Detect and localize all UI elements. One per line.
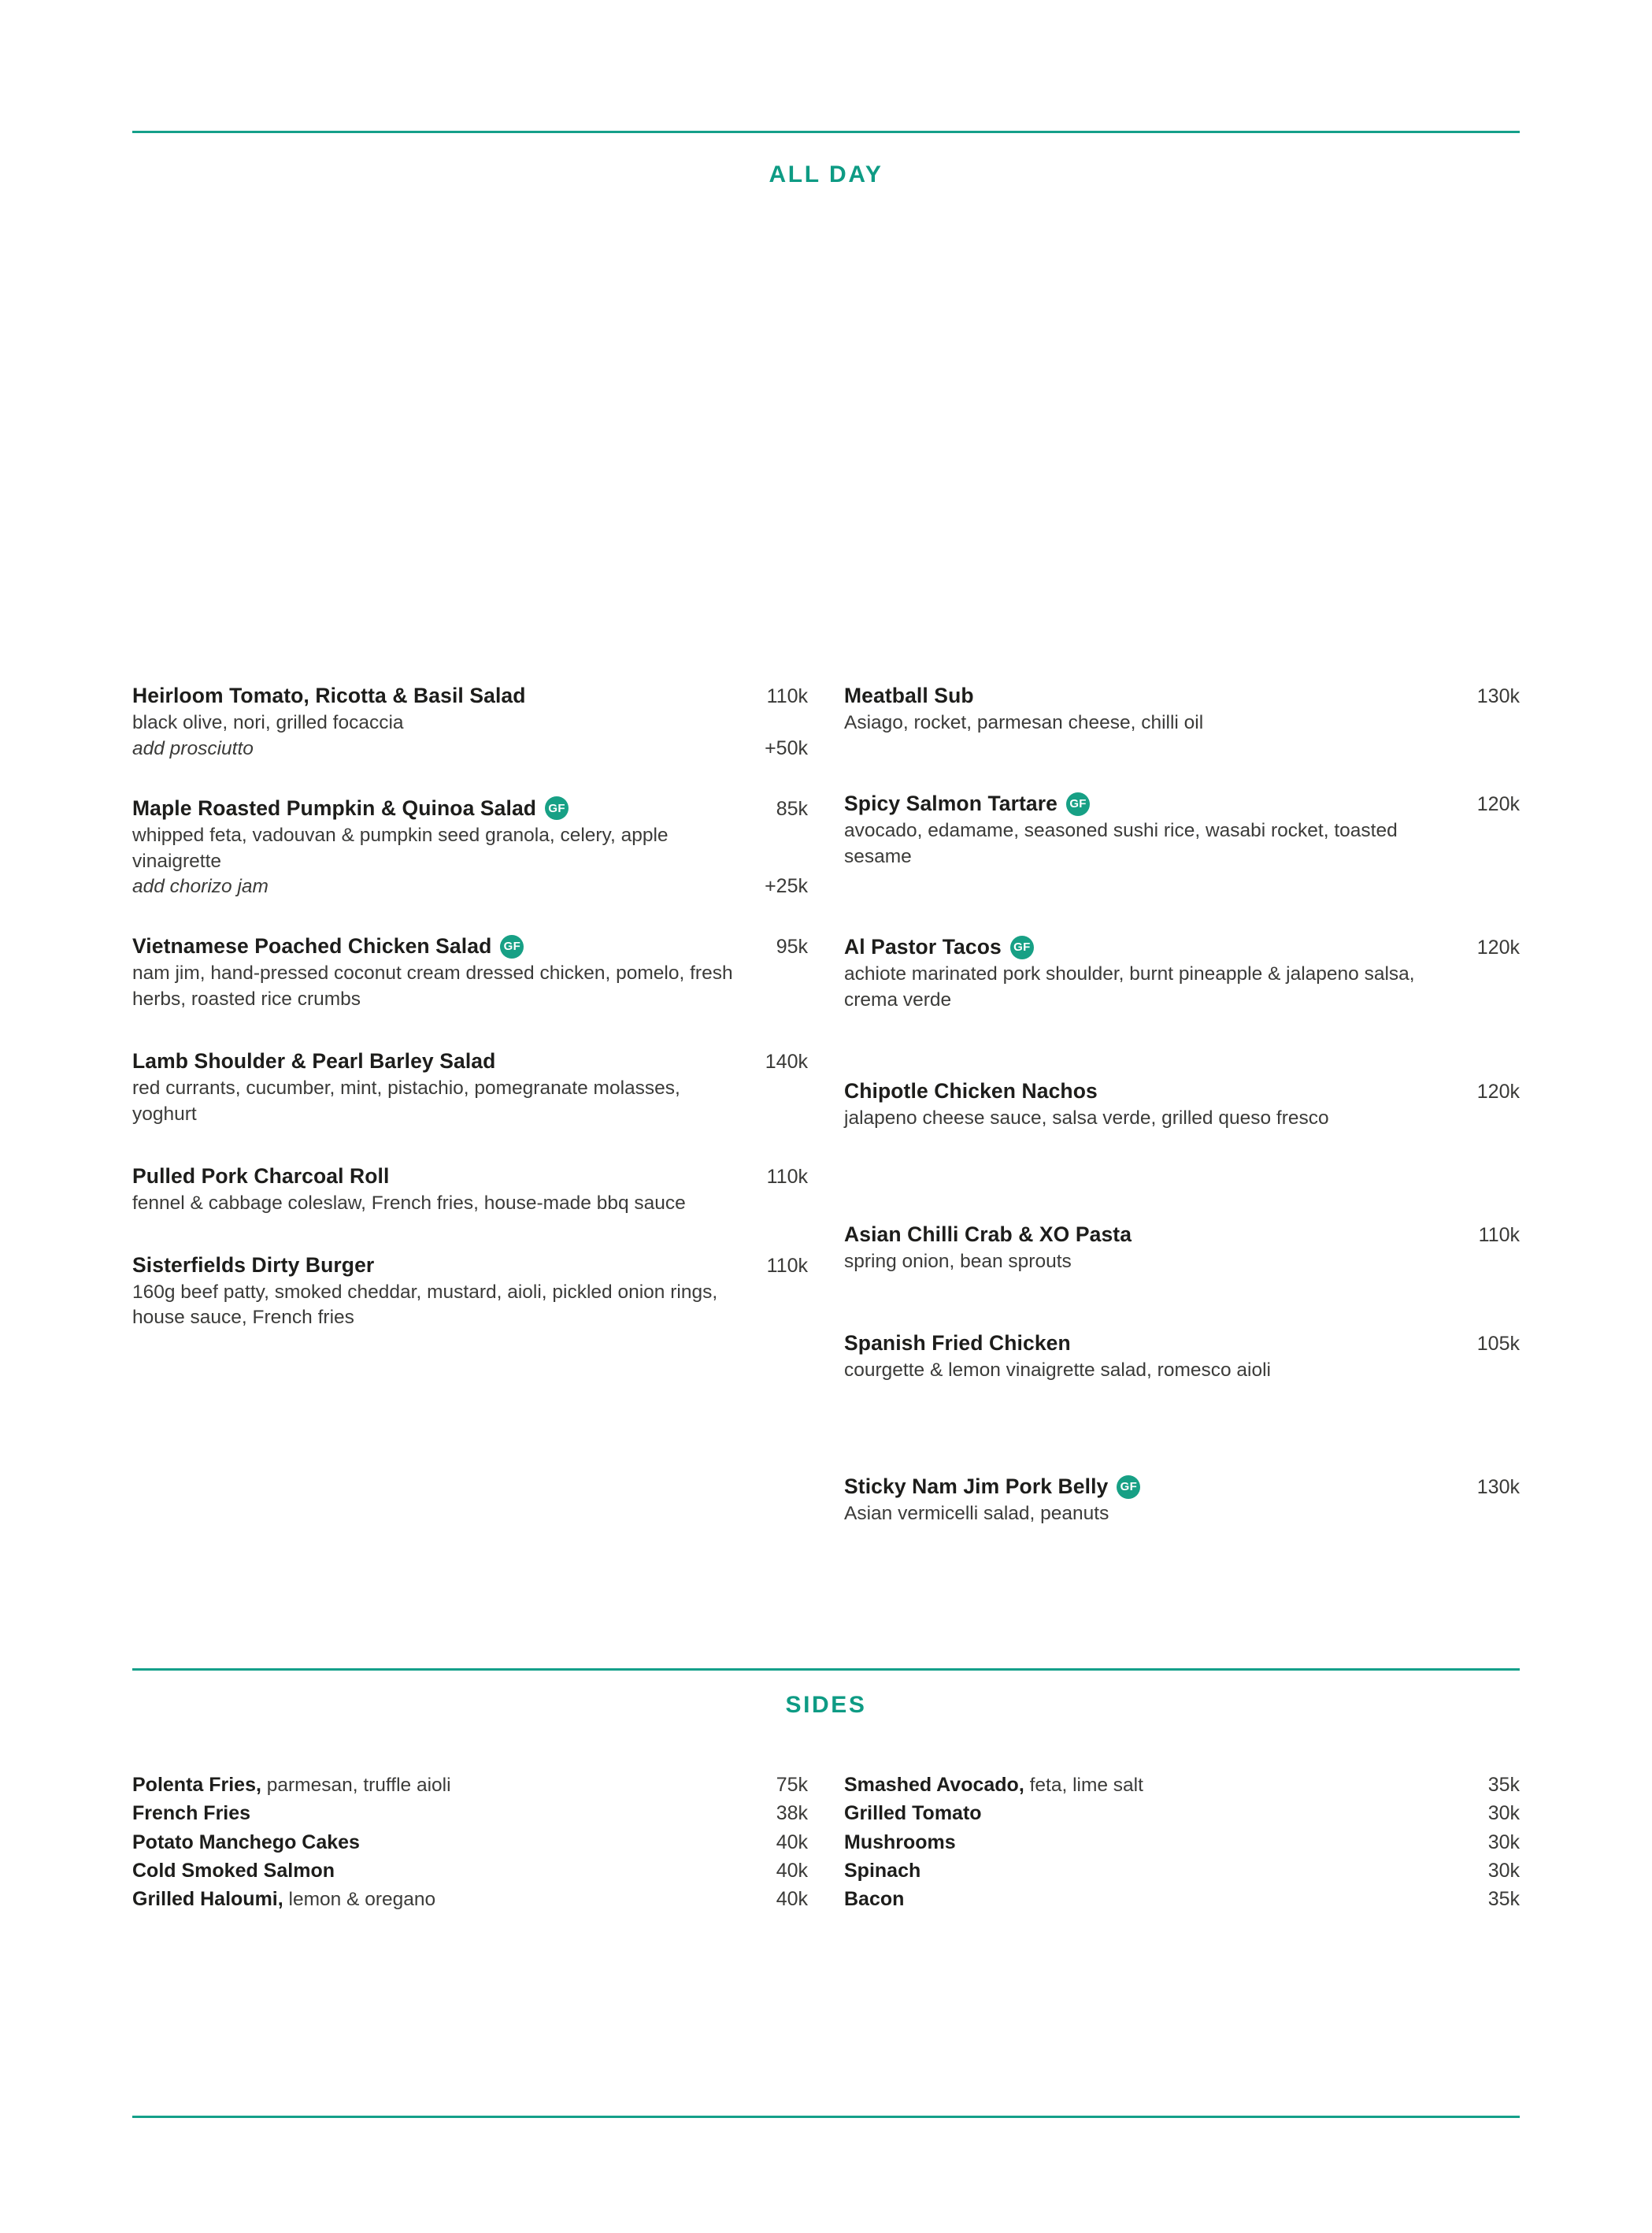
side-item-row <box>844 1828 1520 1857</box>
menu-item-header <box>132 684 808 708</box>
menu-item-price: 105k <box>1476 1333 1520 1355</box>
gluten-free-badge-icon: GF <box>545 796 569 820</box>
menu-item-price: 140k <box>765 1051 808 1074</box>
menu-item <box>132 934 808 1013</box>
all-day-right-column <box>844 684 1520 1524</box>
menu-item-addon-price: +25k <box>765 875 808 898</box>
side-item-name: Potato Manchego Cakes <box>132 1831 360 1853</box>
menu-item-title: Asian Chilli Crab & XO Pasta <box>844 1222 1132 1246</box>
menu-item-title: Heirloom Tomato, Ricotta & Basil Salad <box>132 684 526 707</box>
menu-item <box>844 1331 1520 1384</box>
menu-item-header <box>132 1164 808 1189</box>
menu-item-description: Asiago, rocket, parmesan cheese, chilli oil <box>844 712 1204 733</box>
menu-item <box>132 1049 808 1128</box>
menu-item <box>844 1079 1520 1132</box>
menu-item-description: whipped feta, vadouvan & pumpkin seed granola, celery, apple vinaigrette <box>132 824 669 872</box>
menu-item-description: achiote marinated pork shoulder, burnt pineapple & jalapeno salsa, crema verde <box>844 963 1415 1011</box>
side-item-name: Grilled Haloumi, <box>132 1888 283 1911</box>
bottom-divider-rule <box>132 2116 1520 2118</box>
menu-item-title-group <box>844 1222 1146 1247</box>
side-item-name: Grilled Tomato <box>844 1802 982 1825</box>
side-item-name: Mushrooms <box>844 1831 956 1853</box>
gluten-free-badge-icon: GF <box>500 935 524 959</box>
side-item-row <box>844 1857 1520 1885</box>
side-item-name: Cold Smoked Salmon <box>132 1859 335 1882</box>
side-item-price: 30k <box>1487 1802 1520 1825</box>
section-heading-all-day: ALL DAY <box>769 161 883 187</box>
side-item-name-group <box>132 1799 250 1827</box>
menu-item-header <box>132 934 808 959</box>
menu-item-title: Sisterfields Dirty Burger <box>132 1252 375 1277</box>
menu-item-description: Asian vermicelli salad, peanuts <box>844 1503 1109 1524</box>
menu-item <box>844 684 1520 736</box>
menu-item-description: black olive, nori, grilled focaccia <box>132 712 404 733</box>
side-item-price: 30k <box>1487 1831 1520 1853</box>
side-item-price: 38k <box>776 1802 808 1825</box>
side-item-price: 35k <box>1487 1774 1520 1796</box>
menu-item-title: Vietnamese Poached Chicken Salad <box>132 934 492 959</box>
menu-item-title-group <box>844 684 988 708</box>
menu-item-title: Spicy Salmon Tartare <box>844 792 1058 815</box>
side-item-name: Spinach <box>844 1859 921 1882</box>
menu-item-description: 160g beef patty, smoked cheddar, mustard, aioli, pickled onion rings, house sauce, French fries <box>132 1281 718 1329</box>
menu-item-addon-row <box>132 875 808 898</box>
gluten-free-badge-icon: GF <box>1066 792 1090 816</box>
menu-page <box>132 0 1520 2233</box>
menu-item-header <box>844 935 1520 959</box>
side-item-row <box>844 1771 1520 1799</box>
menu-item-description: red currants, cucumber, mint, pistachio, pomegranate molasses, yoghurt <box>132 1078 680 1125</box>
side-item-detail: parmesan, truffle aioli <box>261 1775 451 1796</box>
menu-item <box>844 1222 1520 1275</box>
all-day-menu-columns <box>132 684 1520 1524</box>
side-item-name: Bacon <box>844 1888 905 1911</box>
menu-item-title: Al Pastor Tacos <box>844 935 1002 959</box>
menu-item-price: 110k <box>766 685 808 707</box>
menu-item-price: 120k <box>1476 1081 1520 1103</box>
menu-item-header <box>132 1253 808 1278</box>
menu-item-title-group <box>844 792 1104 816</box>
menu-item-title: Pulled Pork Charcoal Roll <box>132 1163 390 1188</box>
menu-item-title: Chipotle Chicken Nachos <box>844 1079 1098 1103</box>
menu-item-description: fennel & cabbage coleslaw, French fries, house-made bbq sauce <box>132 1192 686 1214</box>
menu-item-title-group <box>132 1164 403 1189</box>
side-item-detail: feta, lime salt <box>1024 1775 1143 1796</box>
menu-item <box>844 1474 1520 1527</box>
menu-item-title-group <box>132 1253 388 1278</box>
side-item-name-group <box>132 1885 435 1913</box>
sides-right-column <box>844 1771 1520 1913</box>
menu-item-title: Lamb Shoulder & Pearl Barley Salad <box>132 1049 496 1074</box>
menu-item-title-group <box>132 934 538 959</box>
menu-item-title-group <box>132 1049 509 1074</box>
side-item-name-group <box>844 1828 956 1857</box>
menu-item-description: spring onion, bean sprouts <box>844 1251 1072 1272</box>
menu-item-description: avocado, edamame, seasoned sushi rice, wasabi rocket, toasted sesame <box>844 820 1398 867</box>
menu-item-description: courgette & lemon vinaigrette salad, romesco aioli <box>844 1359 1272 1381</box>
menu-item-addon-label: add chorizo jam <box>132 876 269 898</box>
menu-item <box>132 1253 808 1332</box>
menu-item-header <box>844 1222 1520 1247</box>
menu-item-price: 110k <box>1478 1224 1520 1246</box>
menu-item-title: Sticky Nam Jim Pork Belly <box>844 1474 1109 1498</box>
menu-item-description: jalapeno cheese sauce, salsa verde, grilled queso fresco <box>844 1107 1329 1129</box>
side-item-row <box>132 1857 808 1885</box>
menu-item-addon-price: +50k <box>765 736 808 759</box>
menu-item-title-group <box>844 1079 1112 1104</box>
sides-columns <box>132 1771 1520 1913</box>
side-item-row <box>132 1828 808 1857</box>
side-item-price: 75k <box>776 1774 808 1796</box>
section-heading-sides: SIDES <box>785 1692 867 1718</box>
menu-item-title-group <box>132 684 540 708</box>
menu-item-price: 85k <box>776 797 808 820</box>
sides-left-column <box>132 1771 808 1913</box>
menu-item-price: 130k <box>1476 1476 1520 1498</box>
all-day-left-column <box>132 684 808 1331</box>
menu-item <box>844 935 1520 1014</box>
menu-item <box>132 1164 808 1217</box>
menu-item-price: 120k <box>1476 793 1520 815</box>
side-item-name-group <box>132 1828 360 1857</box>
side-item-row <box>132 1799 808 1827</box>
menu-item-header <box>132 796 808 821</box>
menu-item-header <box>844 1079 1520 1104</box>
menu-item <box>132 684 808 760</box>
side-item-name-group <box>132 1771 451 1799</box>
side-item-name-group <box>844 1857 920 1885</box>
side-item-row <box>132 1885 808 1913</box>
menu-item-price: 110k <box>766 1254 808 1277</box>
menu-item-title-group <box>844 1331 1085 1356</box>
menu-item-header <box>844 792 1520 816</box>
menu-item-price: 95k <box>776 936 808 959</box>
menu-item-price: 110k <box>766 1165 808 1188</box>
menu-item-title-group <box>132 796 583 821</box>
side-item-name-group <box>844 1771 1143 1799</box>
menu-item-header <box>844 1474 1520 1499</box>
side-item-name-group <box>844 1799 982 1827</box>
menu-item-title: Meatball Sub <box>844 684 974 707</box>
menu-item-title-group <box>844 935 1048 959</box>
menu-item-price: 120k <box>1476 937 1520 959</box>
side-item-price: 35k <box>1487 1888 1520 1911</box>
menu-item-addon-label: add prosciutto <box>132 737 254 759</box>
menu-item <box>844 792 1520 870</box>
menu-item-price: 130k <box>1476 685 1520 707</box>
menu-item <box>132 796 808 899</box>
side-item-price: 30k <box>1487 1859 1520 1882</box>
menu-item-title: Spanish Fried Chicken <box>844 1331 1071 1355</box>
top-divider-rule <box>132 131 1520 133</box>
side-item-row <box>844 1799 1520 1827</box>
menu-item-description: nam jim, hand-pressed coconut cream dressed chicken, pomelo, fresh herbs, roasted rice crumbs <box>132 963 733 1011</box>
side-item-name: Polenta Fries, <box>132 1774 261 1796</box>
gluten-free-badge-icon: GF <box>1010 936 1034 959</box>
side-item-name-group <box>844 1885 904 1913</box>
menu-item-addon-row <box>132 737 808 760</box>
menu-item-header <box>132 1049 808 1074</box>
side-item-price: 40k <box>776 1831 808 1853</box>
side-item-price: 40k <box>776 1859 808 1882</box>
sides-divider-rule <box>132 1668 1520 1671</box>
side-item-name-group <box>132 1857 335 1885</box>
menu-item-header <box>844 1331 1520 1356</box>
side-item-row <box>844 1885 1520 1913</box>
menu-item-title: Maple Roasted Pumpkin & Quinoa Salad <box>132 796 537 820</box>
menu-item-header <box>844 684 1520 708</box>
menu-item-title-group <box>844 1474 1154 1499</box>
side-item-detail: lemon & oregano <box>283 1889 436 1911</box>
side-item-name: Smashed Avocado, <box>844 1774 1024 1796</box>
gluten-free-badge-icon: GF <box>1117 1475 1140 1499</box>
side-item-name: French Fries <box>132 1802 251 1825</box>
side-item-row <box>132 1771 808 1799</box>
side-item-price: 40k <box>776 1888 808 1911</box>
